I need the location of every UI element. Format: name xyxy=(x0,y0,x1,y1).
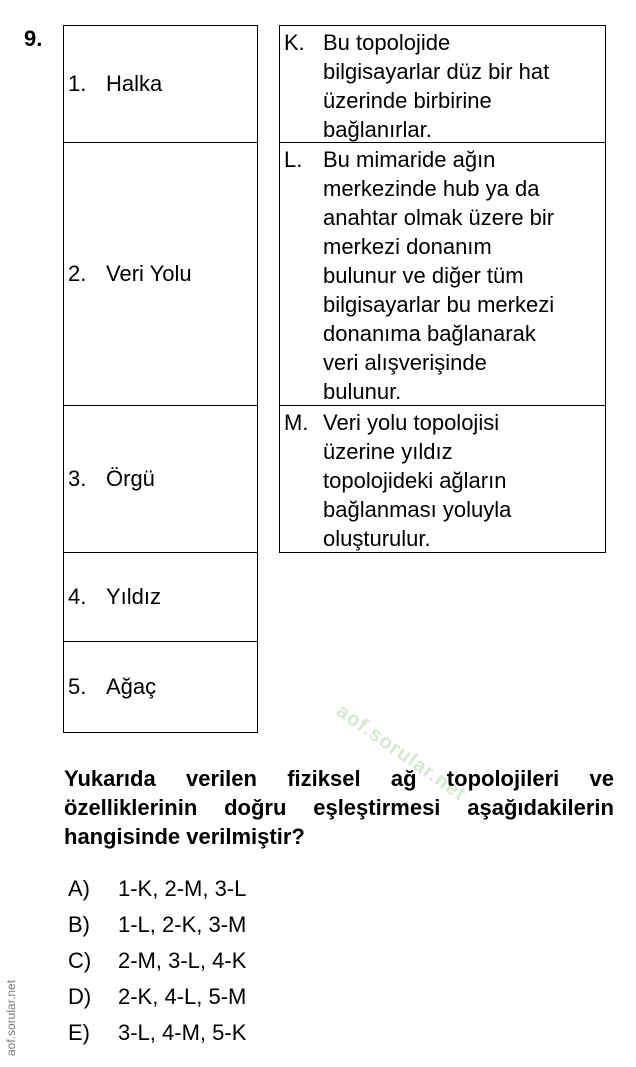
right-item-letter: K. xyxy=(284,30,305,55)
text-line: bağlanması yoluyla xyxy=(323,497,512,522)
left-item-number: 1. xyxy=(68,71,87,96)
option-text: 3-L, 4-M, 5-K xyxy=(118,1020,247,1045)
text-line: bilgisayarlar bu merkezi xyxy=(323,292,555,317)
text-line: oluşturulur. xyxy=(323,526,431,551)
left-item-number: 3. xyxy=(68,466,87,491)
left-item-number: 5. xyxy=(68,674,87,699)
option-letter: E) xyxy=(68,1020,90,1045)
text-line: bulunur ve diğer tüm xyxy=(323,263,524,288)
text-line: üzerine yıldız xyxy=(323,439,453,464)
option-letter: B) xyxy=(68,912,90,937)
right-item-k xyxy=(279,25,606,143)
question-number: 9. xyxy=(24,26,43,51)
text-line: bağlanırlar. xyxy=(323,117,432,142)
left-item-label: Ağaç xyxy=(106,674,157,699)
option-b[interactable] xyxy=(68,912,246,938)
text-line: bilgisayarlar düz bir hat xyxy=(323,59,550,84)
text-line: Bu mimaride ağın xyxy=(323,147,496,172)
right-item-m xyxy=(279,405,606,553)
right-item-text xyxy=(323,408,605,552)
right-item-letter: M. xyxy=(284,410,309,435)
right-item-l xyxy=(279,142,606,406)
text-line: donanıma bağlanarak xyxy=(323,321,536,346)
text-line: veri alışverişinde xyxy=(323,350,487,375)
option-e[interactable] xyxy=(68,1020,246,1046)
question-text: Yukarıda verilen fiziksel ağ topolojileri ve özelliklerinin doğru eşleştirmesi aşağıdakilerin hangisinde verilmiştir? xyxy=(64,766,614,849)
right-item-text xyxy=(323,145,605,405)
left-item-5 xyxy=(63,641,258,733)
text-line: bulunur. xyxy=(323,379,402,404)
option-letter: C) xyxy=(68,948,92,973)
text-line: Veri yolu topolojisi xyxy=(323,410,500,435)
text-line: anahtar olmak üzere bir xyxy=(323,205,555,230)
right-item-letter: L. xyxy=(284,147,303,172)
left-item-2 xyxy=(63,142,258,406)
left-item-label: Yıldız xyxy=(106,584,162,609)
option-c[interactable] xyxy=(68,948,246,974)
text-line: merkezinde hub ya da xyxy=(323,176,540,201)
left-item-1 xyxy=(63,25,258,143)
left-item-4 xyxy=(63,552,258,642)
option-text: 1-K, 2-M, 3-L xyxy=(118,876,247,901)
side-watermark: aof.sorular.net xyxy=(4,979,18,1056)
option-a[interactable] xyxy=(68,876,246,902)
text-line: üzerinde birbirine xyxy=(323,88,492,113)
option-text: 1-L, 2-K, 3-M xyxy=(118,912,247,937)
option-text: 2-K, 4-L, 5-M xyxy=(118,984,247,1009)
text-line: topolojideki ağların xyxy=(323,468,507,493)
option-d[interactable] xyxy=(68,984,246,1010)
option-letter: D) xyxy=(68,984,92,1009)
option-letter: A) xyxy=(68,876,90,901)
left-item-number: 4. xyxy=(68,584,87,609)
left-item-label: Veri Yolu xyxy=(106,261,192,286)
text-line: Bu topolojide xyxy=(323,30,451,55)
watermark: aof.sorular.net xyxy=(332,700,471,806)
left-item-label: Örgü xyxy=(106,466,155,491)
left-item-3 xyxy=(63,405,258,553)
left-item-number: 2. xyxy=(68,261,87,286)
left-item-label: Halka xyxy=(106,71,163,96)
right-item-text xyxy=(323,28,605,142)
option-text: 2-M, 3-L, 4-K xyxy=(118,948,247,973)
text-line: merkezi donanım xyxy=(323,234,492,259)
